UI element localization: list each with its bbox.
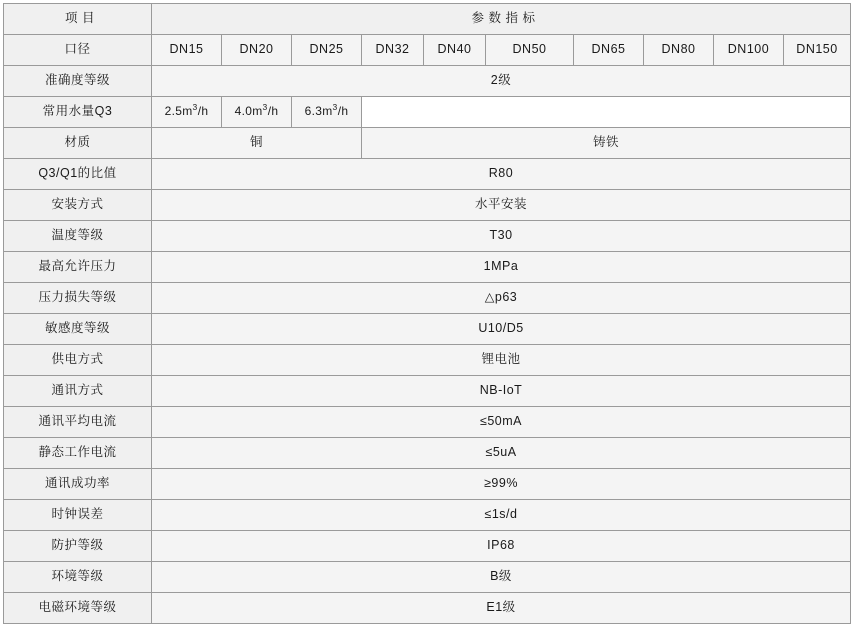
row-label-sensitivity: 敏感度等级 xyxy=(4,314,152,345)
row-value-max-pressure: 1MPa xyxy=(152,252,851,283)
table-row-header xyxy=(4,4,851,35)
table-row-environment xyxy=(4,562,851,593)
caliber-dn40: DN40 xyxy=(424,35,486,66)
flow-q3-dn15-num: 2.5m xyxy=(164,104,193,119)
row-label-install: 安装方式 xyxy=(4,190,152,221)
caliber-dn15: DN15 xyxy=(152,35,222,66)
flow-q3-dn20-sup: 3 xyxy=(262,102,268,113)
header-param-label: 参 数 指 标 xyxy=(152,4,851,35)
table-row-material xyxy=(4,128,851,159)
table-row-comm-current xyxy=(4,407,851,438)
flow-q3-dn15-sup: 3 xyxy=(192,102,198,113)
caliber-dn100: DN100 xyxy=(714,35,784,66)
row-value-sensitivity: U10/D5 xyxy=(152,314,851,345)
flow-q3-dn20 xyxy=(222,97,292,128)
table-row-flow-q3 xyxy=(4,97,851,128)
row-label-flow-q3: 常用水量Q3 xyxy=(4,97,152,128)
flow-q3-dn15-unit: /h xyxy=(197,104,209,119)
flow-q3-empty xyxy=(362,97,851,128)
table-row-static-current xyxy=(4,438,851,469)
table-row-sensitivity xyxy=(4,314,851,345)
row-value-pressure-loss: △p63 xyxy=(152,283,851,314)
row-value-comm-current: ≤50mA xyxy=(152,407,851,438)
table-row-comm-mode xyxy=(4,376,851,407)
row-label-clock-error: 时钟误差 xyxy=(4,500,152,531)
caliber-dn150: DN150 xyxy=(784,35,851,66)
row-value-clock-error: ≤1s/d xyxy=(152,500,851,531)
caliber-dn65: DN65 xyxy=(574,35,644,66)
specification-table xyxy=(3,3,851,624)
caliber-dn32: DN32 xyxy=(362,35,424,66)
caliber-dn20: DN20 xyxy=(222,35,292,66)
flow-q3-dn25 xyxy=(292,97,362,128)
row-label-ratio: Q3/Q1的比值 xyxy=(4,159,152,190)
flow-q3-dn25-unit: /h xyxy=(337,104,349,119)
flow-q3-dn15 xyxy=(152,97,222,128)
table-row-power xyxy=(4,345,851,376)
material-cast-iron: 铸铁 xyxy=(362,128,851,159)
row-label-environment: 环境等级 xyxy=(4,562,152,593)
row-label-accuracy: 准确度等级 xyxy=(4,66,152,97)
row-value-protection: IP68 xyxy=(152,531,851,562)
table-row-emc xyxy=(4,593,851,624)
row-value-comm-mode: NB-IoT xyxy=(152,376,851,407)
row-value-static-current: ≤5uA xyxy=(152,438,851,469)
row-label-comm-current: 通讯平均电流 xyxy=(4,407,152,438)
table-row-temperature xyxy=(4,221,851,252)
row-value-install: 水平安装 xyxy=(152,190,851,221)
row-value-ratio: R80 xyxy=(152,159,851,190)
table-row-install xyxy=(4,190,851,221)
caliber-dn50: DN50 xyxy=(486,35,574,66)
row-label-power: 供电方式 xyxy=(4,345,152,376)
table-row-caliber xyxy=(4,35,851,66)
row-label-static-current: 静态工作电流 xyxy=(4,438,152,469)
row-label-protection: 防护等级 xyxy=(4,531,152,562)
row-label-pressure-loss: 压力损失等级 xyxy=(4,283,152,314)
row-label-emc: 电磁环境等级 xyxy=(4,593,152,624)
row-value-emc: E1级 xyxy=(152,593,851,624)
flow-q3-dn20-unit: /h xyxy=(267,104,279,119)
row-value-temperature: T30 xyxy=(152,221,851,252)
header-item-label: 项 目 xyxy=(4,4,152,35)
table-row-pressure-loss xyxy=(4,283,851,314)
row-value-environment: B级 xyxy=(152,562,851,593)
material-copper: 铜 xyxy=(152,128,362,159)
table-row-max-pressure xyxy=(4,252,851,283)
row-label-caliber: 口径 xyxy=(4,35,152,66)
table-row-ratio xyxy=(4,159,851,190)
row-label-comm-success: 通讯成功率 xyxy=(4,469,152,500)
row-label-material: 材质 xyxy=(4,128,152,159)
table-row-comm-success xyxy=(4,469,851,500)
row-value-accuracy: 2级 xyxy=(152,66,851,97)
table-row-protection xyxy=(4,531,851,562)
caliber-dn25: DN25 xyxy=(292,35,362,66)
flow-q3-dn25-num: 6.3m xyxy=(304,104,333,119)
table-row-clock-error xyxy=(4,500,851,531)
row-label-temperature: 温度等级 xyxy=(4,221,152,252)
row-label-comm-mode: 通讯方式 xyxy=(4,376,152,407)
row-label-max-pressure: 最高允许压力 xyxy=(4,252,152,283)
table-row-accuracy xyxy=(4,66,851,97)
row-value-power: 锂电池 xyxy=(152,345,851,376)
flow-q3-dn25-sup: 3 xyxy=(332,102,338,113)
flow-q3-dn20-num: 4.0m xyxy=(234,104,263,119)
caliber-dn80: DN80 xyxy=(644,35,714,66)
row-value-comm-success: ≥99% xyxy=(152,469,851,500)
